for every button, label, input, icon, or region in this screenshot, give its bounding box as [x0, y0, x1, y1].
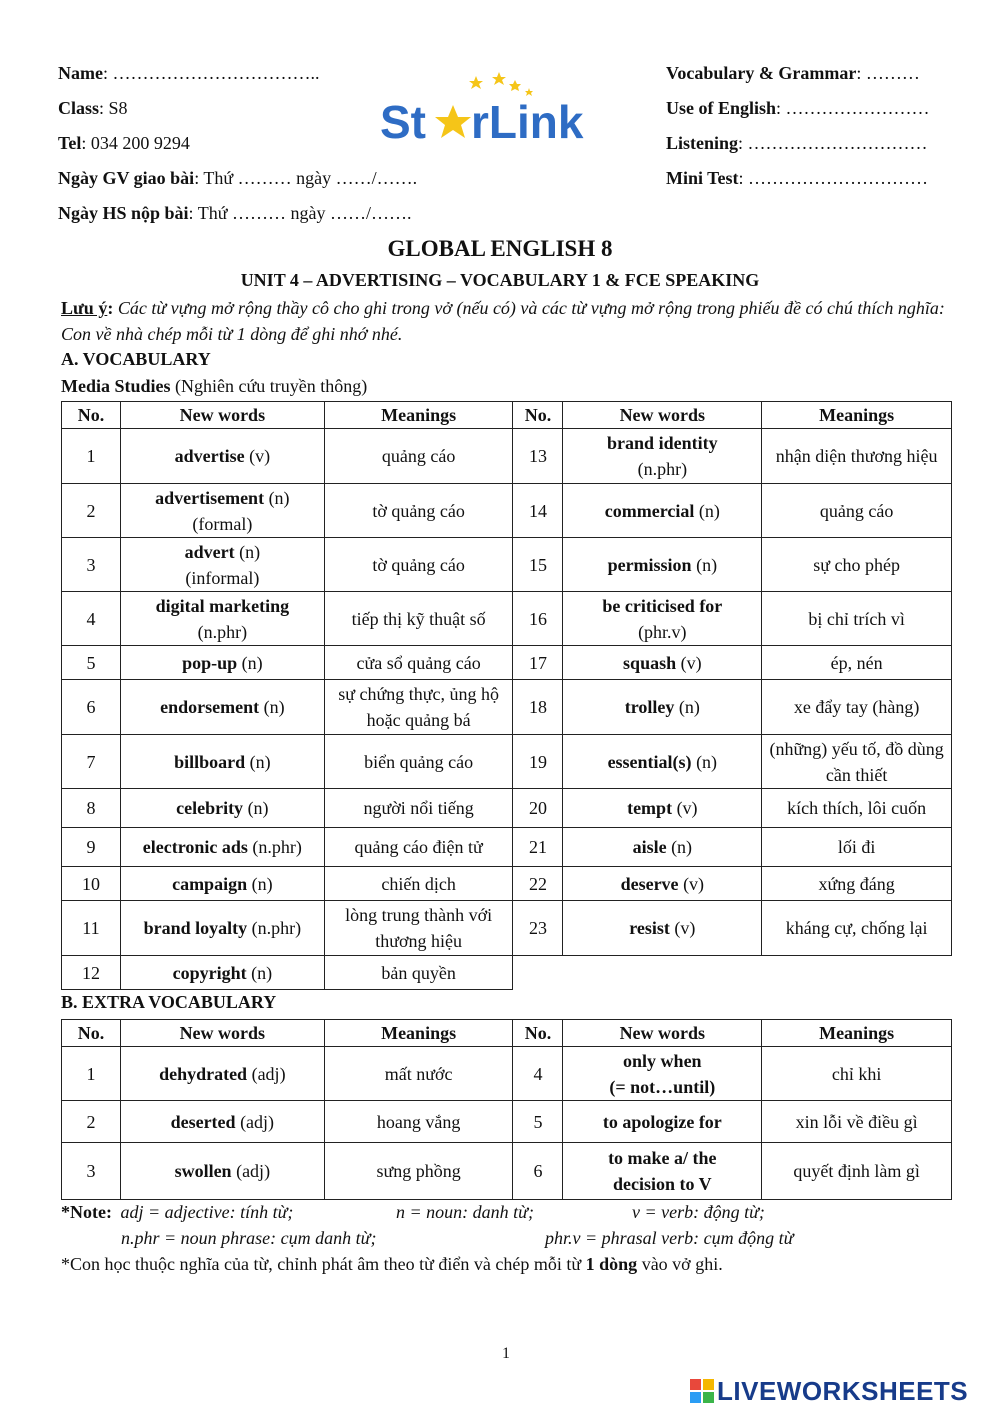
word-cell: commercial (n): [563, 484, 762, 538]
note-paragraph: Lưu ý: Các từ vựng mở rộng thầy cô cho ghi trong vở (nếu có) và các từ vựng mở rộng trong phiếu đề có chú thích nghĩa: Con về nhà chép mỗi từ 1 dòng để ghi nhớ nhé.: [61, 298, 945, 344]
table-row: [62, 789, 952, 828]
word-cell: only when (= not…until): [563, 1047, 762, 1101]
number-cell: 6: [62, 680, 121, 735]
word-cell: brand identity (n.phr): [563, 429, 762, 484]
number-cell: 5: [513, 1101, 563, 1143]
number-cell: 10: [62, 867, 121, 901]
meaning-cell: cửa sổ quảng cáo: [324, 646, 513, 680]
word-cell: electronic ads (n.phr): [120, 828, 324, 867]
meaning-cell: biển quảng cáo: [324, 735, 513, 789]
meaning-cell: xứng đáng: [762, 867, 952, 901]
word-cell: squash (v): [563, 646, 762, 680]
word-cell: endorsement (n): [120, 680, 324, 735]
number-cell: 2: [62, 1101, 121, 1143]
vocab-table-a: [61, 401, 952, 990]
page-title: GLOBAL ENGLISH 8: [387, 236, 613, 261]
meaning-cell: xin lỗi về điều gì: [762, 1101, 952, 1143]
section-a-heading: A. VOCABULARY: [61, 349, 211, 369]
meaning-cell: mất nước: [324, 1047, 513, 1101]
meaning-cell: lòng trung thành với thương hiệu: [324, 901, 513, 956]
table-row: [62, 1143, 952, 1200]
number-cell: 20: [513, 789, 563, 828]
number-cell: 11: [62, 901, 121, 956]
word-cell: advertisement (n) (formal): [120, 484, 324, 538]
meaning-cell: tờ quảng cáo: [324, 538, 513, 592]
meaning-cell: người nổi tiếng: [324, 789, 513, 828]
meaning-cell: quảng cáo: [762, 484, 952, 538]
number-cell: 3: [62, 538, 121, 592]
tel-line: Tel: 034 200 9294: [58, 133, 190, 153]
meaning-cell: nhận diện thương hiệu: [762, 429, 952, 484]
page-number: 1: [502, 1345, 510, 1362]
number-cell: 18: [513, 680, 563, 735]
word-cell: deserve (v): [563, 867, 762, 901]
word-cell: advertise (v): [120, 429, 324, 484]
table-row: [62, 680, 952, 735]
score-listening-line: Listening: …………………………: [666, 133, 928, 153]
number-cell: 2: [62, 484, 121, 538]
number-cell: 23: [513, 901, 563, 956]
meaning-cell: bị chỉ trích vì: [762, 592, 952, 646]
number-cell: 5: [62, 646, 121, 680]
study-instruction: *Con học thuộc nghĩa của từ, chỉnh phát âm theo từ điển và chép mỗi từ 1 dòng vào vở ghi.: [61, 1254, 723, 1274]
table-row: [62, 901, 952, 956]
word-cell: dehydrated (adj): [120, 1047, 324, 1101]
empty-cell: [762, 956, 952, 990]
liveworksheets-watermark: LIVEWORKSHEETS: [690, 1376, 968, 1407]
word-cell: permission (n): [563, 538, 762, 592]
star-icon: [509, 80, 521, 91]
meaning-cell: (những) yếu tố, đồ dùng cần thiết: [762, 735, 952, 789]
number-cell: 21: [513, 828, 563, 867]
number-cell: 15: [513, 538, 563, 592]
word-cell: trolley (n): [563, 680, 762, 735]
svg-text:rLink: rLink: [471, 96, 584, 148]
star-icon: [469, 76, 483, 89]
word-cell: pop-up (n): [120, 646, 324, 680]
table-header-row: No. New words Meanings No. New words Meanings: [62, 1020, 952, 1047]
number-cell: 13: [513, 429, 563, 484]
table-row: [62, 828, 952, 867]
number-cell: 3: [62, 1143, 121, 1200]
score-info: [666, 60, 986, 200]
star-icon: [435, 105, 471, 138]
empty-cell: [563, 956, 762, 990]
table-row: [62, 484, 952, 538]
word-cell: resist (v): [563, 901, 762, 956]
number-cell: 6: [513, 1143, 563, 1200]
meaning-cell: sưng phồng: [324, 1143, 513, 1200]
meaning-cell: bản quyền: [324, 956, 513, 990]
number-cell: 8: [62, 789, 121, 828]
table-header-row: No. New words Meanings No. New words Meanings: [62, 402, 952, 429]
vocab-table-b: [61, 1019, 952, 1200]
meaning-cell: hoang vắng: [324, 1101, 513, 1143]
meaning-cell: quyết định làm gì: [762, 1143, 952, 1200]
section-b-heading: B. EXTRA VOCABULARY: [61, 992, 277, 1012]
abbreviation-note-2: n.phr = noun phrase: cụm danh từ; phr.v = phrasal verb: cụm động từ: [121, 1228, 794, 1248]
number-cell: 14: [513, 484, 563, 538]
table-row: [62, 867, 952, 901]
meaning-cell: kích thích, lôi cuốn: [762, 789, 952, 828]
word-cell: aisle (n): [563, 828, 762, 867]
word-cell: copyright (n): [120, 956, 324, 990]
number-cell: 7: [62, 735, 121, 789]
table-row: [62, 956, 952, 990]
media-studies-label: Media Studies (Nghiên cứu truyền thông): [61, 376, 368, 396]
meaning-cell: ép, nén: [762, 646, 952, 680]
meaning-cell: sự chứng thực, ủng hộ hoặc quảng bá: [324, 680, 513, 735]
number-cell: 17: [513, 646, 563, 680]
word-cell: swollen (adj): [120, 1143, 324, 1200]
word-cell: to make a/ the decision to V: [563, 1143, 762, 1200]
meaning-cell: chiến dịch: [324, 867, 513, 901]
meaning-cell: kháng cự, chống lại: [762, 901, 952, 956]
number-cell: 1: [62, 1047, 121, 1101]
number-cell: 4: [513, 1047, 563, 1101]
meaning-cell: xe đẩy tay (hàng): [762, 680, 952, 735]
submit-date-line: Ngày HS nộp bài: Thứ ……… ngày ……/…….: [58, 203, 412, 223]
meaning-cell: tiếp thị kỹ thuật số: [324, 592, 513, 646]
number-cell: 16: [513, 592, 563, 646]
score-uoe-line: Use of English: ……………………: [666, 98, 930, 118]
number-cell: 1: [62, 429, 121, 484]
word-cell: tempt (v): [563, 789, 762, 828]
star-icon: [492, 72, 506, 85]
score-minitest-line: Mini Test: …………………………: [666, 168, 929, 188]
table-row: [62, 1101, 952, 1143]
meaning-cell: chỉ khi: [762, 1047, 952, 1101]
table-row: [62, 592, 952, 646]
name-line: Name: ……………………………..: [58, 63, 320, 83]
abbreviation-note: *Note: adj = adjective: tính từ; n = noun: danh từ; v = verb: động từ;: [61, 1202, 765, 1222]
page-subtitle: UNIT 4 – ADVERTISING – VOCABULARY 1 & FCE SPEAKING: [240, 270, 760, 290]
meaning-cell: quảng cáo điện tử: [324, 828, 513, 867]
liveworksheets-logo-icon: [690, 1379, 714, 1403]
empty-cell: [513, 956, 563, 990]
assign-date-line: Ngày GV giao bài: Thứ ……… ngày ……/…….: [58, 168, 418, 188]
score-vocab-line: Vocabulary & Grammar: ………: [666, 63, 920, 83]
word-cell: campaign (n): [120, 867, 324, 901]
word-cell: billboard (n): [120, 735, 324, 789]
word-cell: celebrity (n): [120, 789, 324, 828]
word-cell: deserted (adj): [120, 1101, 324, 1143]
table-row: [62, 429, 952, 484]
meaning-cell: sự cho phép: [762, 538, 952, 592]
star-icon: [525, 88, 533, 96]
number-cell: 9: [62, 828, 121, 867]
word-cell: digital marketing (n.phr): [120, 592, 324, 646]
word-cell: to apologize for: [563, 1101, 762, 1143]
starlink-logo: [378, 70, 610, 150]
number-cell: 19: [513, 735, 563, 789]
table-row: [62, 646, 952, 680]
word-cell: essential(s) (n): [563, 735, 762, 789]
number-cell: 4: [62, 592, 121, 646]
number-cell: 12: [62, 956, 121, 990]
svg-text:St: St: [380, 96, 426, 148]
meaning-cell: tờ quảng cáo: [324, 484, 513, 538]
table-row: [62, 735, 952, 789]
table-row: [62, 538, 952, 592]
number-cell: 22: [513, 867, 563, 901]
word-cell: be criticised for (phr.v): [563, 592, 762, 646]
table-row: [62, 1047, 952, 1101]
class-line: Class: S8: [58, 98, 128, 118]
meaning-cell: quảng cáo: [324, 429, 513, 484]
meaning-cell: lối đi: [762, 828, 952, 867]
word-cell: brand loyalty (n.phr): [120, 901, 324, 956]
word-cell: advert (n) (informal): [120, 538, 324, 592]
